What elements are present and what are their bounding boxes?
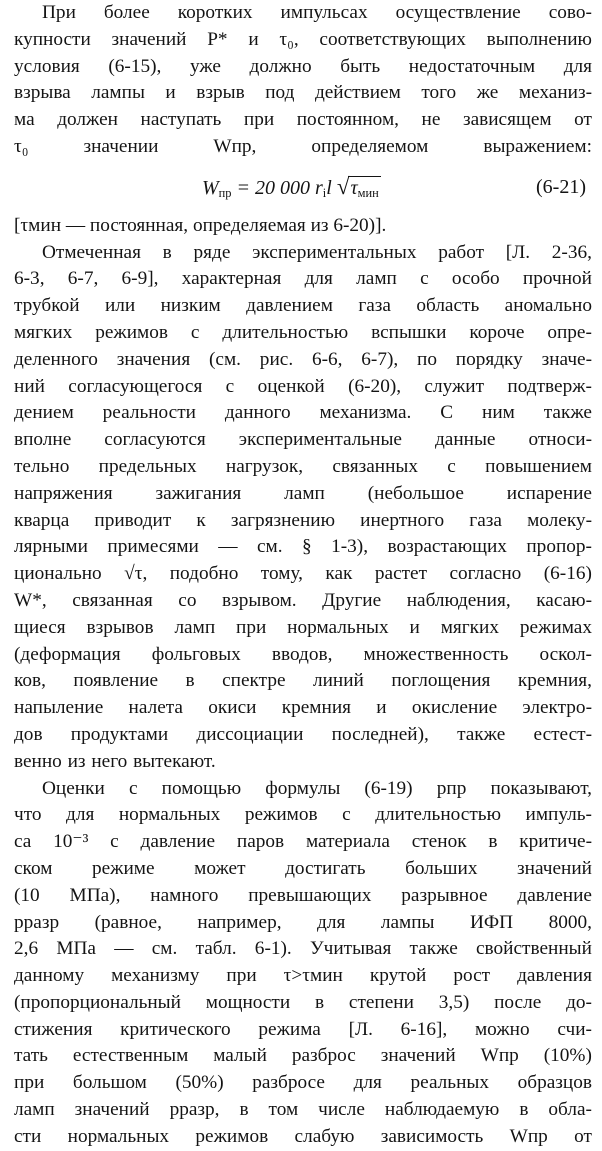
text-line: При более коротких импульсах осуществление сово- <box>42 2 592 23</box>
text-line: венно из него вытекают. <box>14 750 216 772</box>
text-line: 2,6 МПа — см. табл. 6-1). Учитывая также свойственный <box>14 938 592 960</box>
text-line: 6-3, 6-7, 6-9], характерная для ламп с особо прочной <box>14 268 592 290</box>
text-line: сти нормальных режимов слабую зависимость Wпр от <box>14 1125 592 1147</box>
text-line: купности значений P* и τ₀, соответствующих выполнению <box>14 28 592 50</box>
text-line: стижения критического режима [Л. 6-16], можно счи- <box>14 1018 592 1040</box>
formula-number: (6-21) <box>536 175 586 198</box>
formula-6-21 <box>14 161 592 213</box>
text-line: (деформация фольговых вводов, множественность оскол- <box>14 643 592 665</box>
text-line: кварца приводит к загрязнению инертного газа молеку- <box>14 509 592 531</box>
text-line: ском режиме может достигать больших значений <box>14 857 592 879</box>
formula-note <box>14 213 592 240</box>
text-line: деленного значения (см. рис. 6-6, 6-7), по порядку значе- <box>14 348 592 370</box>
text-line: ма должен наступать при постоянном, не зависящем от <box>14 109 592 131</box>
text-line: напряжения зажигания ламп (небольшое испарение <box>14 482 592 504</box>
text-line: условия (6-15), уже должно быть недостаточным для <box>14 55 592 77</box>
text-line: W*, связанная со взрывом. Другие наблюдения, касаю- <box>14 589 592 611</box>
text-line: щиеся взрывов ламп при нормальных и мягких режимах <box>14 616 592 638</box>
text-line: ламп значений pразр, в том числе наблюдаемую в обла- <box>14 1099 592 1121</box>
text-line: τ₀ значении Wпр, определяемом выражением: <box>14 135 592 157</box>
text-line: ков, появление в спектре линий поглощения кремния, <box>14 670 592 692</box>
text-line: при большом (50%) разбросе для реальных образцов <box>14 1072 592 1094</box>
text-line: трубкой или низким давлением газа область аномально <box>14 295 592 317</box>
text-line: са 10⁻³ с давление паров материала стенок в критиче- <box>14 831 592 853</box>
text-line: ний согласующегося с оценкой (6-20), служит подтверж- <box>14 375 592 397</box>
formula-note-text: [τмин — постоянная, определяемая из 6-20)]. <box>14 214 387 236</box>
paragraph-3 <box>14 776 592 1151</box>
text-line: взрыва лампы и взрыв под действием того же механиз- <box>14 82 592 104</box>
text-line: тельно предельных нагрузок, связанных с повышением <box>14 455 592 477</box>
text-line: pразр (равное, например, для лампы ИФП 8000, <box>14 911 592 933</box>
text-line: лярными примесями — см. § 1-3), возрастающих пропор- <box>14 536 592 558</box>
text-line: Отмеченная в ряде экспериментальных работ [Л. 2-36, <box>42 241 592 263</box>
text-line: (пропорциональный мощности в степени 3,5) после до- <box>14 991 592 1013</box>
text-line: что для нормальных режимов с длительностью импуль- <box>14 804 592 826</box>
text-line: (10 МПа), намного превышающих разрывное давление <box>14 884 592 906</box>
paragraph-1 <box>14 0 592 161</box>
text-line: тать естественным малый разброс значений Wпр (10%) <box>14 1045 592 1067</box>
text-line: ционально √τ, подобно тому, как растет согласно (6-16) <box>14 563 592 585</box>
text-line: Оценки с помощью формулы (6-19) pпр показывают, <box>42 777 592 799</box>
text-line: данному механизму при τ>τмин крутой рост давления <box>14 965 592 987</box>
text-line: дением реальности данного механизма. С ним также <box>14 402 592 424</box>
paragraph-2 <box>14 240 592 776</box>
text-line: напыление налета окиси кремния и окисление электро- <box>14 697 592 719</box>
text-line: дов продуктами диссоциации последней), также естест- <box>14 723 592 745</box>
text-line: мягких режимов с длительностью вспышки короче опре- <box>14 321 592 343</box>
text-line: вполне согласуются экспериментальные данные относи- <box>14 429 592 451</box>
formula-expression: $W_{пр} = 20$ 000 $r_il$ $√\tau_{мин}$ <box>202 173 379 200</box>
